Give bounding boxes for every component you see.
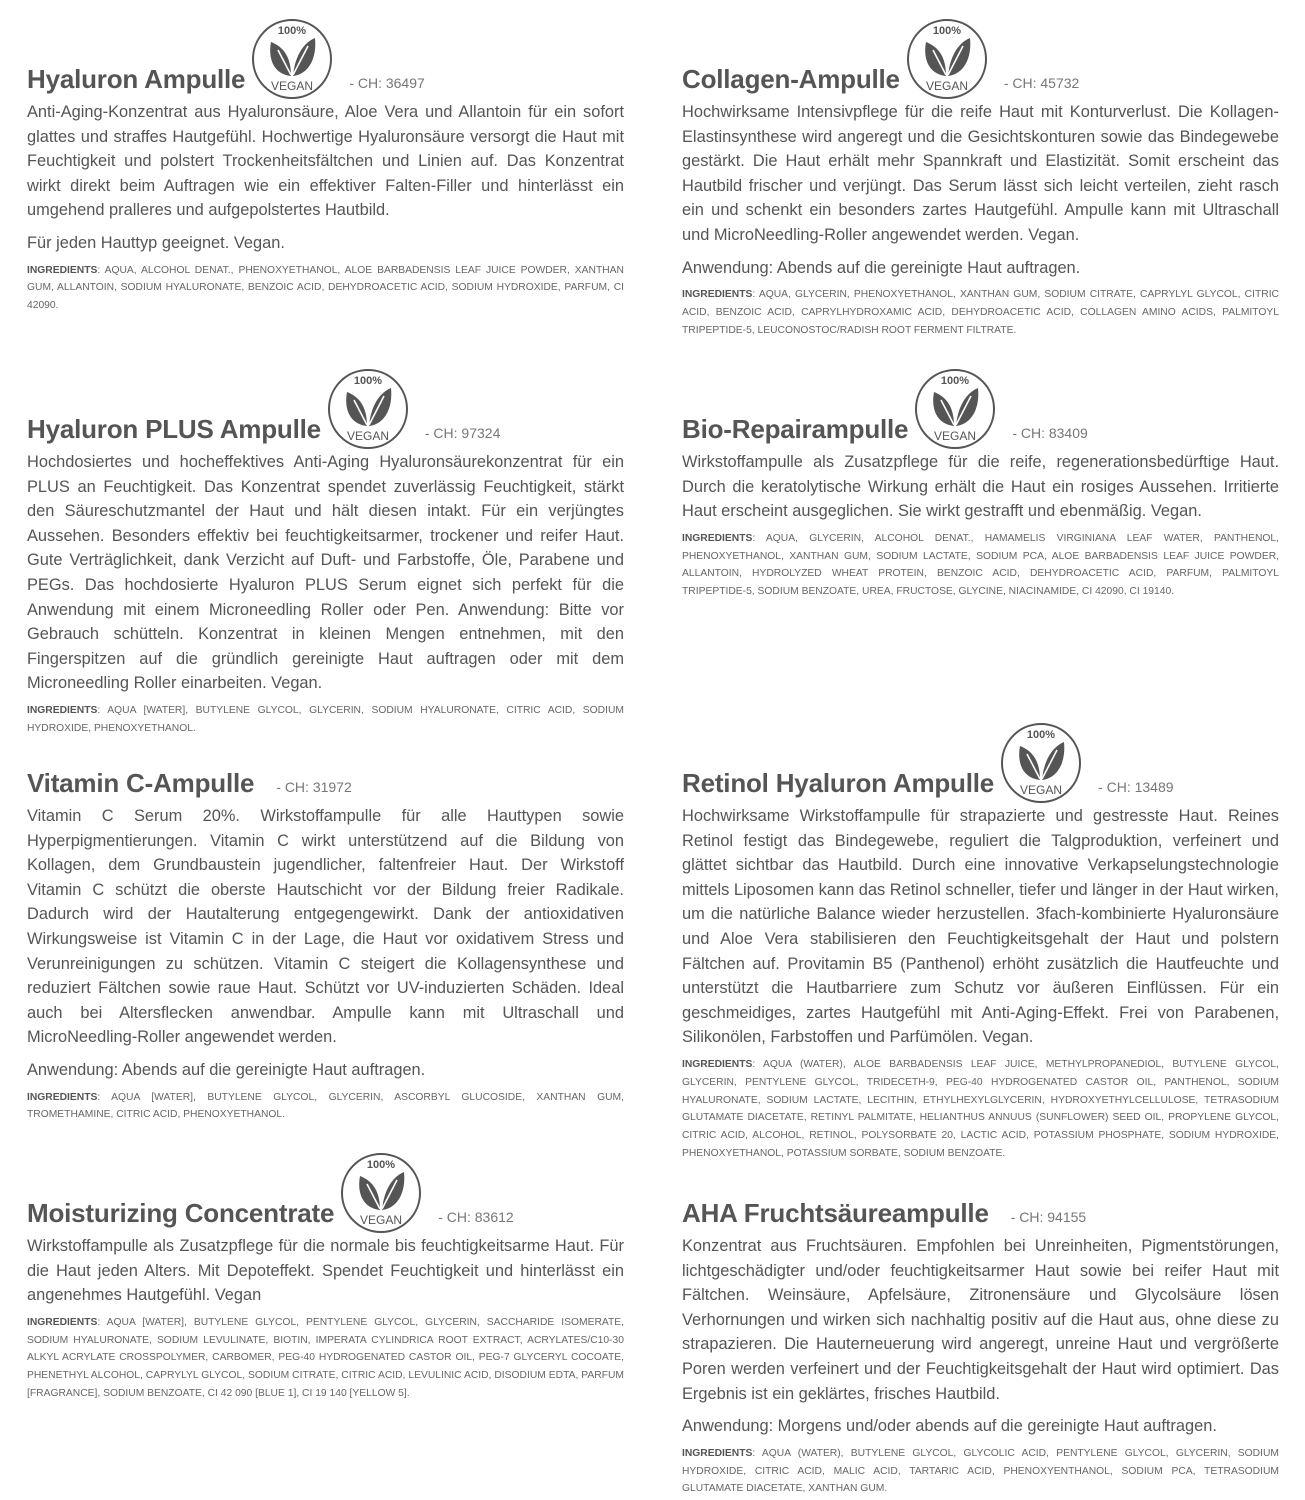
svg-text:VEGAN: VEGAN [1020,783,1063,797]
ingredients-label: INGREDIENTS [27,704,98,716]
product-header [27,358,624,444]
product-header [27,712,624,798]
svg-text:100%: 100% [1026,729,1056,741]
ingredients-list: : AQUA (WATER), BUTYLENE GLYCOL, GLYCOLIC ACID, PENTYLENE GLYCOL, GLYCERIN, SODIUM HYDROXIDE, CITRIC ACID, MALIC ACID, TARTARIC ACID, PHENOXYENTHANOL, SODIUM PCA, TETRASODIUM GLUTAMATE DIACETATE, XANTHAN GUM. [682,1447,1279,1495]
ingredients-list: : AQUA [WATER], BUTYLENE GLYCOL, GLYCERIN, SODIUM HYALURONATE, CITRIC ACID, SODIUM HYDROXIDE, PHENOXYETHANOL. [27,704,624,734]
ingredients-label: INGREDIENTS [682,532,753,544]
product-ch-code: - CH: 94155 [1010,1209,1087,1225]
ingredients-label: INGREDIENTS [27,1316,98,1328]
product-section [682,1142,1279,1498]
ingredients-list: : AQUA [WATER], BUTYLENE GLYCOL, GLYCERIN, ASCORBYL GLUCOSIDE, XANTHAN GUM, TROMETHAMINE, CITRIC ACID, PHENOXYETHANOL. [27,1091,624,1121]
svg-text:VEGAN: VEGAN [925,79,968,93]
product-section [27,358,624,738]
product-ingredients [682,530,1279,601]
product-description: Hochwirksame Intensivpflege für die reife Haut mit Konturverlust. Die Kollagen-Elastinsynthese wird angeregt und die Gesichtskonturen sowie das Bindegewebe gestärkt. Die Haut erhält mehr Spannkraft und Elastizität. Somit erscheint das Hautbild frischer und verjüngt. Das Serum lässt sich leicht verteilen, zieht rasch ein und schenkt ein besonders zartes Hautgefühl. Ampulle kann mit Ultraschall und MicroNeedling-Roller angewendet werden. Vegan. [682,103,1279,244]
product-section [27,1142,624,1403]
svg-text:VEGAN: VEGAN [346,429,389,443]
product-usage: Anwendung: Morgens und/oder abends auf die gereinigte Haut auftragen. [682,1417,1217,1436]
ingredients-list: : AQUA, GLYCERIN, ALCOHOL DENAT., HAMAMELIS VIRGINIANA LEAF WATER, PANTHENOL, PHENOXYETHANOL, XANTHAN GUM, SODIUM LACTATE, SODIUM PCA, ALOE BARBADENSIS LEAF JUICE POWDER, ALLANTOIN, HYDROLYZED WHEAT PROTEIN, BENZOIC ACID, DEHYDROACETIC ACID, PARFUM, PALMITOYL TRIPEPTIDE-5, SODIUM BENZOATE, UREA, FRUCTOSE, GLYCINE, NIACINAMIDE, CI 42090, CI 19140. [682,532,1279,598]
product-title: AHA Fruchtsäureampulle [682,1198,989,1228]
product-header [682,358,1279,444]
svg-text:VEGAN: VEGAN [934,429,977,443]
product-ch-code: - CH: 31972 [276,779,352,795]
product-ch-code: - CH: 83612 [438,1209,514,1225]
product-ingredients [27,1089,624,1125]
svg-text:VEGAN: VEGAN [271,79,314,93]
ingredients-list: : AQUA, ALCOHOL DENAT., PHENOXYETHANOL, ALOE BARBADENSIS LEAF JUICE POWDER, XANTHAN GUM, ALLANTOIN, SODIUM HYALURONATE, BENZOIC ACID, DEHYDROACETIC ACID, SODIUM HYDROXIDE, PARFUM, CI 42090. [27,264,624,312]
ingredients-list: : AQUA [WATER], BUTYLENE GLYCOL, PENTYLENE GLYCOL, GLYCERIN, SACCHARIDE ISOMERATE, SODIUM HYALURONATE, SODIUM LEVULINATE, BIOTIN, IMPERATA CYLINDRICA ROOT EXTRACT, ACRYLATES/C10-30 ALKYL ACRYLATE CROSSPOLYMER, CARBOMER, PEG-40 HYDROGENATED CASTOR OIL, PEG-7 GLYCERYL COCOATE, PHENETHYL ALCOHOL, CAPRYLYL GLYCOL, SODIUM CITRATE, CITRIC ACID, LEVULINIC ACID, DISODIUM EDTA, PARFUM [FRAGRANCE], SODIUM BENZOATE, CI 42 090 [BLUE 1], CI 19 140 [YELLOW 5]. [27,1316,624,1399]
svg-text:100%: 100% [353,375,382,387]
product-section [682,358,1279,601]
product-ch-code: - CH: 83409 [1012,425,1088,441]
ingredients-label: INGREDIENTS [682,289,753,301]
product-description: Anti-Aging-Konzentrat aus Hyaluronsäure, Aloe Vera und Allantoin für ein sofort glattes und straffes Hautgefühl. Hochwertige Hyaluronsäure versorgt die Haut mit Feuchtigkeit und polstert Trockenheitsfältchen und Linien auf. Das Konzentrat wirkt direkt beim Auftragen wie ein effektiver Falten-Filler und hinterlässt ein umgehend pralleres und aufgepolstertes Hautbild. [27,103,624,220]
ingredients-label: INGREDIENTS [682,1058,753,1070]
svg-text:100%: 100% [941,375,970,387]
product-title: Collagen-Ampulle [682,64,900,94]
product-ingredients [27,1314,624,1403]
product-description: Wirkstoffampulle als Zusatzpflege für die normale bis feuchtigkeitsarme Haut. Für die Haut jeden Alters. Mit Depoteffekt. Spendet Feuchtigkeit und hinterlässt ein angenehmes Hautgefühl. Vegan [27,1237,624,1305]
product-ingredients [682,286,1279,339]
svg-text:100%: 100% [278,25,307,37]
product-usage: Anwendung: Abends auf die gereinigte Haut auftragen. [27,1060,426,1079]
product-ch-code: - CH: 13489 [1098,779,1174,795]
product-ingredients [682,1445,1279,1498]
product-header [27,8,624,94]
ingredients-label: INGREDIENTS [682,1447,753,1459]
product-section [682,712,1279,1163]
ingredients-list: : AQUA (WATER), ALOE BARBADENSIS LEAF JUICE, METHYLPROPANEDIOL, BUTYLENE GLYCOL, GLYCERIN, PENTYLENE GLYCOL, TRIDECETH-9, PEG-40 HYDROGENATED CASTOR OIL, PANTHENOL, SODIUM HYALURONATE, SODIUM LACTATE, LECITHIN, ETHYLHEXYLGLYCERIN, HYDROXYETHYLCELLULOSE, TETRASODIUM GLUTAMATE DIACETATE, RETINYL PALMITATE, HELIANTHUS ANNUUS (SUNFLOWER) SEED OIL, PROPYLENE GLYCOL, CITRIC ACID, ALCOHOL, RETINOL, POLYSORBATE 20, LACTIC ACID, POTASSIUM PHOSPHATE, SODIUM HYDROXIDE, PHENOXYETHANOL, POTASSIUM SORBATE, SODIUM BENZOATE. [682,1058,1279,1159]
svg-text:100%: 100% [367,1159,396,1171]
product-ch-code: - CH: 45732 [1003,75,1080,91]
svg-text:100%: 100% [932,25,961,37]
product-section [27,8,624,315]
product-title: Bio-Repairampulle [682,414,909,444]
vegan-badge-icon [327,368,409,450]
product-header [682,8,1279,94]
product-usage: Anwendung: Abends auf die gereinigte Haut auftragen. [682,258,1081,277]
product-usage: Für jeden Hauttyp geeignet. Vegan. [27,233,285,252]
product-ch-code: - CH: 97324 [424,425,501,441]
vegan-badge-icon [906,18,988,100]
product-title: Retinol Hyaluron Ampulle [682,768,995,798]
svg-text:VEGAN: VEGAN [360,1213,403,1227]
vegan-badge-icon [251,18,333,100]
product-description: Vitamin C Serum 20%. Wirkstoffampulle für alle Hauttypen sowie Hyperpigmentierungen. Vitamin C wirkt unterstützend auf die Bildung von Kollagen, dem Grundbaustein jugendlicher, faltenfreier Haut. Der Wirkstoff Vitamin C schützt die oberste Hautschicht vor der Bildung freier Radikale. Dadurch wird der Hautalterung entgegengewirkt. Dank der antioxidativen Wirkungsweise ist Vitamin C in der Lage, die Haut vor oxidativem Stress und Verunreinigungen zu schützen. Vitamin C steigert die Kollagensynthese und reduziert Fältchen sowie raue Haut. Schützt vor UV-induzierten Schäden. Ideal auch bei Altersflecken anwendbar. Ampulle kann mit Ultraschall und MicroNeedling-Roller angewendet werden. [27,807,624,1047]
product-title: Hyaluron Ampulle [27,64,246,94]
product-section [682,8,1279,340]
product-description: Konzentrat aus Fruchtsäuren. Empfohlen bei Unreinheiten, Pigmentstörungen, lichtgeschädigter und/oder feuchtigkeitsarmer Haut sowie bei reifer Haut mit Fältchen. Weinsäure, Apfelsäure, Zitronensäure und Glycolsäure lösen Verhornungen und wirken sich nachhaltig positiv auf die Haut aus, ohne diese zu strapazieren. Die Hauterneuerung wird angeregt, unreine Haut und vergrößerte Poren werden verfeinert und der Feuchtigkeitsgehalt der Haut wird optimiert. Das Ergebnis ist ein geklärtes, frisches Hautbild. [682,1237,1279,1403]
product-ingredients [27,262,624,315]
product-header [27,1142,624,1228]
ingredients-label: INGREDIENTS [27,1091,98,1103]
ingredients-list: : AQUA, GLYCERIN, PHENOXYETHANOL, XANTHAN GUM, SODIUM CITRATE, CAPRYLYL GLYCOL, CITRIC ACID, BENZOIC ACID, CAPRYLHYDROXAMIC ACID, DEHYDROACETIC ACID, COLLAGEN AMINO ACIDS, PALMITOYL TRIPEPTIDE-5, LEUCONOSTOC/RADISH ROOT FERMENT FILTRATE. [682,289,1279,336]
product-section [27,712,624,1124]
product-description: Wirkstoffampulle als Zusatzpflege für die reife, regenerationsbedürftige Haut. Durch die keratolytische Wirkung erhält die Haut ein rosiges Aussehen. Irritierte Haut erscheint ausgeglichen. Sie wirkt gestrafft und ebenmäßig. Vegan. [682,453,1279,521]
ingredients-label: INGREDIENTS [27,264,98,276]
vegan-badge-icon [914,368,996,450]
vegan-badge-icon [1000,722,1082,804]
vegan-badge-icon [340,1152,422,1234]
product-title: Vitamin C-Ampulle [27,768,255,798]
product-title: Hyaluron PLUS Ampulle [27,414,321,444]
product-header [682,712,1279,798]
product-header [682,1142,1279,1228]
product-description: Hochwirksame Wirkstoffampulle für strapazierte und gestresste Haut. Reines Retinol festigt das Bindegewebe, reguliert die Talgproduktion, verfeinert und glättet sichtbar das Hautbild. Durch eine innovative Verkapselungstechnologie mittels Liposomen kann das Retinol schneller, tiefer und länger in der Haut wirken, um die natürliche Balance wieder herzustellen. 3fach-kombinierte Hyaluronsäure und Aloe Vera stabilisieren den Feuchtigkeitsgehalt der Haut und polstern Fältchen auf. Provitamin B5 (Panthenol) erhöht zusätzlich die Hautfeuchte und unterstützt die Hautbarriere zum Schutz vor äußeren Einflüssen. Für ein geschmeidiges, zartes Hautgefühl mit Anti-Aging-Effekt. Frei von Parabenen, Silikonölen, Farbstoffen und Parfümölen. Vegan. [682,807,1279,1047]
product-ch-code: - CH: 36497 [349,75,425,91]
product-description: Hochdosiertes und hocheffektives Anti-Aging Hyaluronsäurekonzentrat für ein PLUS an Feuchtigkeit. Das Konzentrat spendet zuverlässig Feuchtigkeit, stärkt den Säureschutzmantel der Haut und hält diesen intakt. Für ein verjüngtes Aussehen. Besonders effektiv bei feuchtigkeitsarmer, trockener und reifer Haut. Gute Verträglichkeit, dank Verzicht auf Duft- und Farbstoffe, Öle, Parabene und PEGs. Das hochdosierte Hyaluron PLUS Serum eignet sich perfekt für die Anwendung mit einem Microneedling Roller oder Pen. Anwendung: Bitte vor Gebrauch schütteln. Konzentrat in kleinen Mengen entnehmen, mit den Fingerspitzen auf die gründlich gereinigte Haut auftragen oder mit dem Microneedling Roller einarbeiten. Vegan. [27,453,624,693]
product-title: Moisturizing Concentrate [27,1198,335,1228]
